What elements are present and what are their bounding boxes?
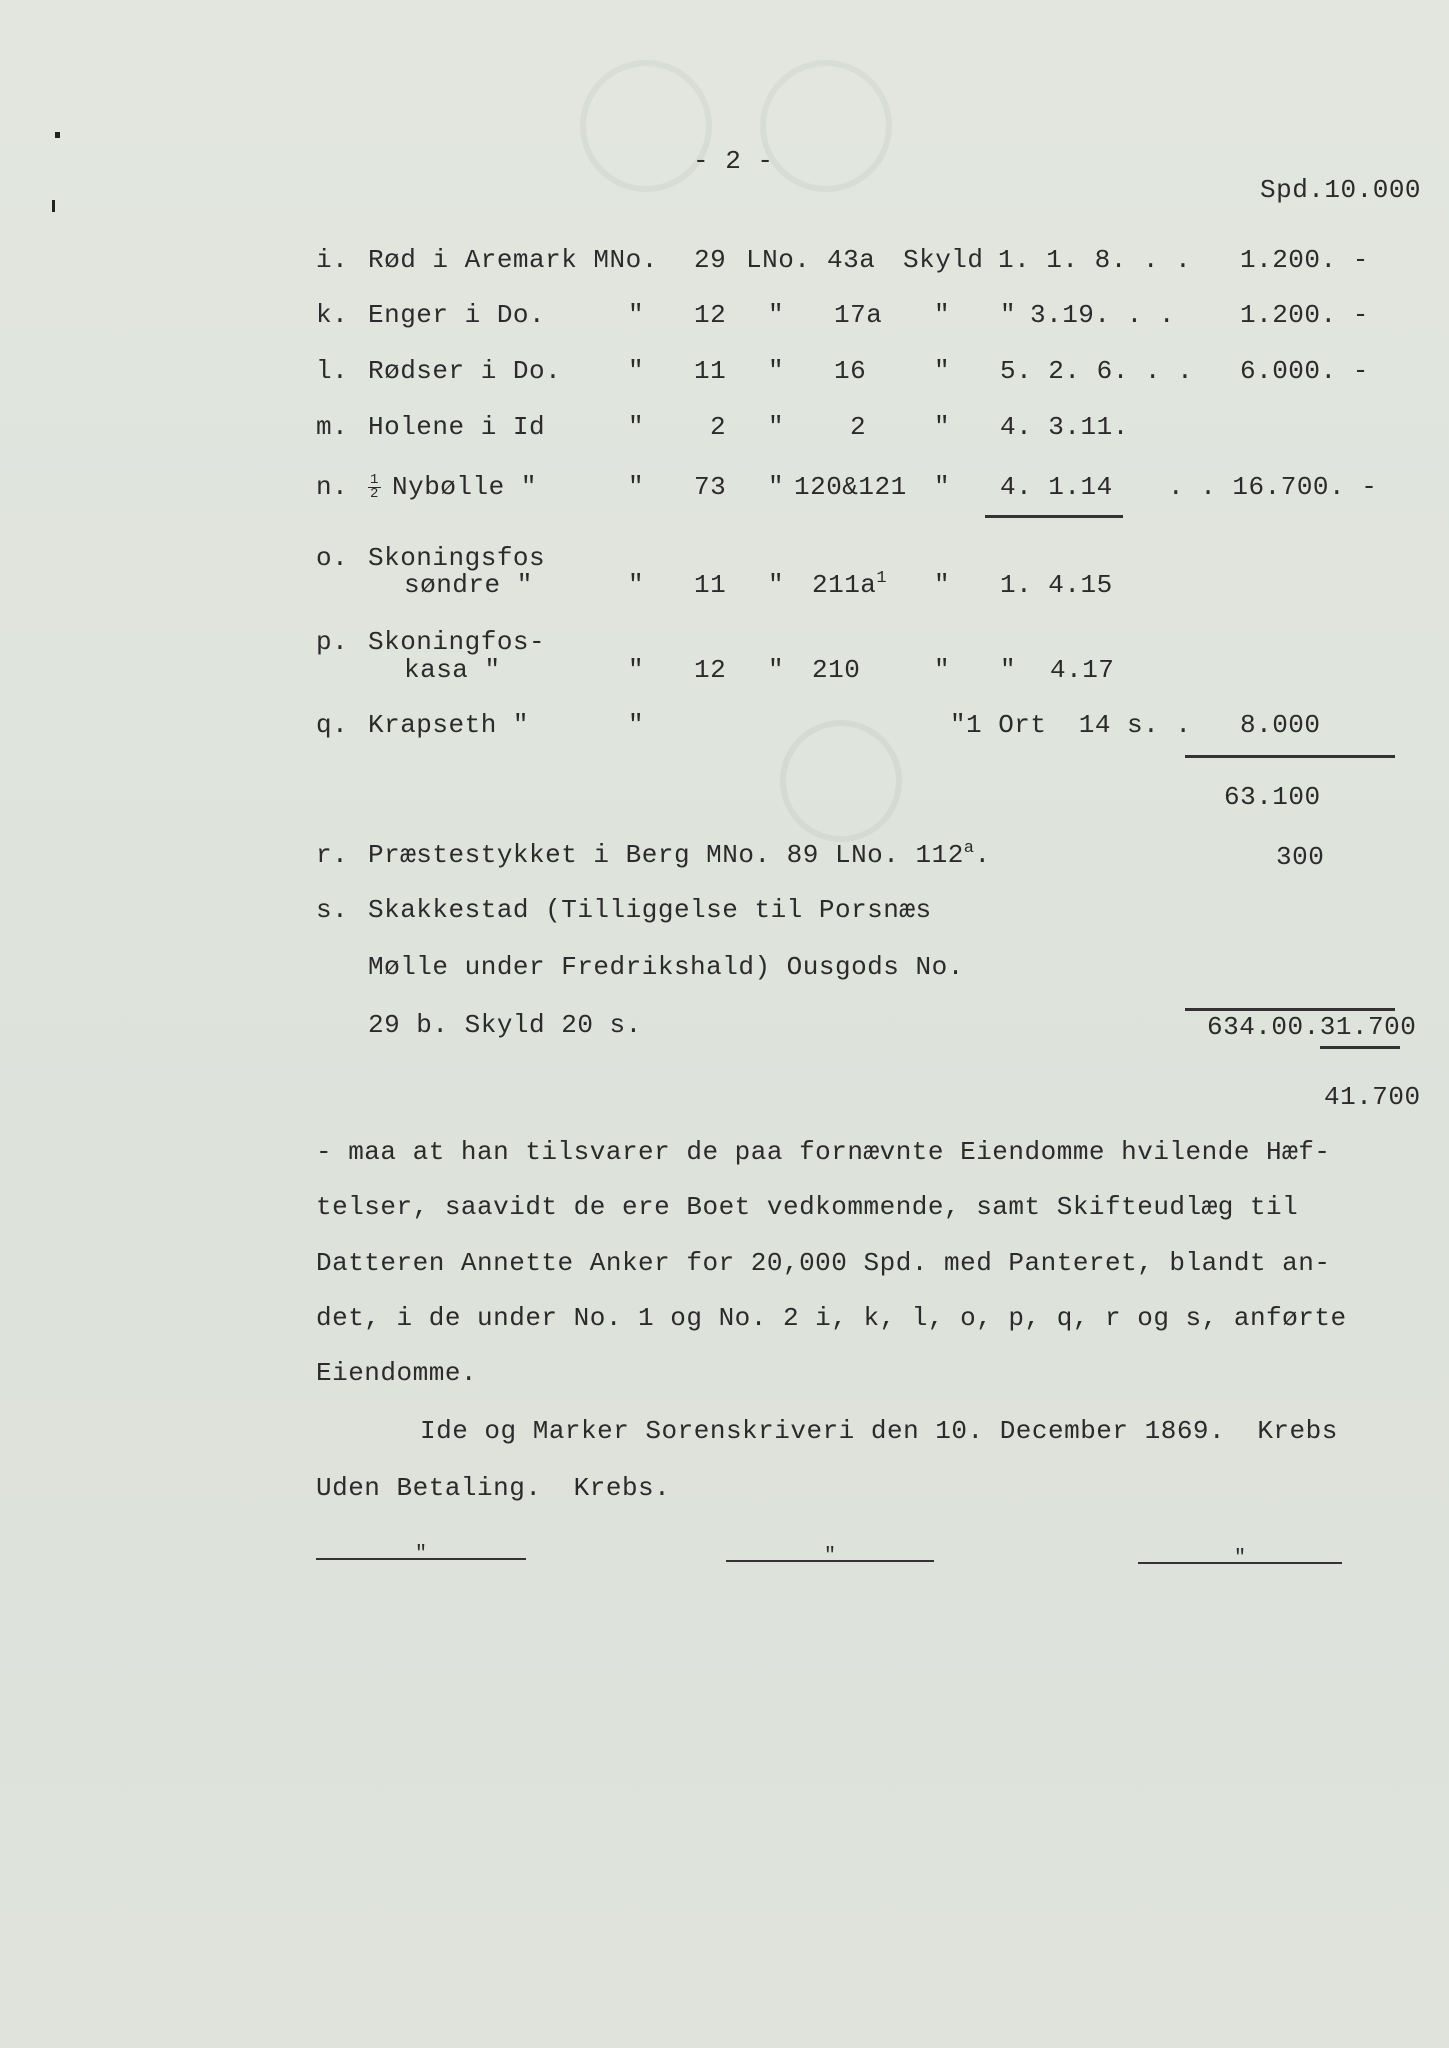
lno-label: LNo. xyxy=(746,245,811,275)
skyld-value: 1. 1. 8. . . xyxy=(998,245,1192,275)
separator-rule: " xyxy=(726,1560,934,1562)
row-label: n. xyxy=(316,472,349,502)
mno: 11 xyxy=(694,570,727,600)
row-label: s. xyxy=(316,895,349,925)
mno: 12 xyxy=(694,655,727,685)
closing-line: Uden Betaling. Krebs. xyxy=(316,1473,671,1503)
amount: 8.000 xyxy=(1240,710,1321,740)
property-name: Enger i Do. xyxy=(368,300,546,330)
row-label: l. xyxy=(316,356,349,386)
ditto-mark: " xyxy=(934,472,951,502)
sum-line xyxy=(1185,1008,1395,1011)
property-name-fraction xyxy=(368,472,381,502)
property-name: Nybølle " xyxy=(392,472,537,502)
watermark-stamp xyxy=(760,60,892,192)
ditto-mark: " xyxy=(934,412,951,442)
property-text: 29 b. Skyld 20 s. xyxy=(368,1010,642,1040)
ditto-mark: " xyxy=(1000,655,1017,685)
mno: 11 xyxy=(694,356,727,386)
body-line: Eiendomme. xyxy=(316,1358,478,1388)
skyld-label: Skyld xyxy=(903,245,984,275)
amount: 300 xyxy=(1276,842,1325,872)
separator-rule: " xyxy=(316,1558,526,1560)
row-label: q. xyxy=(316,710,349,740)
property-name: Krapseth " xyxy=(368,710,530,740)
skyld-value: 1 Ort 14 s. . xyxy=(966,710,1192,740)
row-label: k. xyxy=(316,300,349,330)
property-text: Mølle under Fredrikshald) Ousgods No. xyxy=(368,952,964,982)
underline xyxy=(985,515,1123,518)
ditto-mark: " xyxy=(768,412,785,442)
lno: $211a^1$ xyxy=(812,569,888,600)
mno: 12 xyxy=(694,300,727,330)
total-line: 634.00.31.700 xyxy=(1207,1012,1417,1042)
final-total: 41.700 xyxy=(1324,1082,1421,1112)
page-number: - 2 - xyxy=(693,146,774,176)
ditto-mark: " xyxy=(768,570,785,600)
amount: 6.000. - xyxy=(1240,356,1369,386)
subtotal: 63.100 xyxy=(1224,782,1321,812)
sum-line xyxy=(1320,1046,1400,1049)
lno: 16 xyxy=(834,356,867,386)
amount: . . 16.700. - xyxy=(1168,472,1378,502)
ditto-mark: " xyxy=(950,710,967,740)
ditto-mark: " xyxy=(768,472,785,502)
body-line: - maa at han tilsvarer de paa fornævnte Eiendomme hvilende Hæf- xyxy=(316,1137,1331,1167)
currency-total: Spd.10.000 xyxy=(1260,175,1422,205)
row-label: i. xyxy=(316,245,349,275)
property-name: Skoningfos- xyxy=(368,627,546,657)
separator-rule: " xyxy=(1138,1562,1342,1564)
row-label: r. xyxy=(316,840,349,870)
sum-line xyxy=(1185,755,1395,758)
row-label: o. xyxy=(316,543,349,573)
ditto-mark: " xyxy=(934,300,951,330)
amount: 1.200. - xyxy=(1240,300,1369,330)
skyld-value: 5. 2. 6. . . xyxy=(1000,356,1194,386)
ditto-mark: " xyxy=(628,655,645,685)
ditto-mark: " xyxy=(768,356,785,386)
watermark-stamp xyxy=(780,720,902,842)
lno: 210 xyxy=(812,655,861,685)
body-line: telser, saavidt de ere Boet vedkommende, samt Skifteudlæg til xyxy=(316,1192,1299,1222)
closing-line: Ide og Marker Sorenskriveri den 10. December 1869. Krebs xyxy=(420,1416,1338,1446)
lno: 43a xyxy=(827,245,876,275)
ditto-mark: " xyxy=(1000,300,1017,330)
margin-mark xyxy=(55,132,60,138)
property-name: Holene i Id xyxy=(368,412,546,442)
skyld-value: 4.17 xyxy=(1050,655,1115,685)
property-name: Rødser i Do. xyxy=(368,356,562,386)
mno: 29 xyxy=(694,245,727,275)
ditto-mark: " xyxy=(934,570,951,600)
mno: 73 xyxy=(694,472,727,502)
ditto-mark: " xyxy=(628,472,645,502)
ditto-mark: " xyxy=(934,655,951,685)
margin-mark xyxy=(52,200,55,212)
lno: 120&121 xyxy=(794,472,907,502)
row-label: m. xyxy=(316,412,349,442)
body-line: det, i de under No. 1 og No. 2 i, k, l, o, p, q, r og s, anførte xyxy=(316,1303,1347,1333)
property-text: Skakkestad (Tilliggelse til Porsnæs xyxy=(368,895,932,925)
property-name-cont: søndre " xyxy=(404,570,533,600)
ditto-mark: " xyxy=(628,300,645,330)
row-label: p. xyxy=(316,627,349,657)
ditto-mark: " xyxy=(628,570,645,600)
ditto-mark: " xyxy=(628,412,645,442)
property-name-cont: kasa " xyxy=(404,655,501,685)
ditto-mark: " xyxy=(628,710,645,740)
lno: 2 xyxy=(850,412,867,442)
body-line: Datteren Annette Anker for 20,000 Spd. med Panteret, blandt an- xyxy=(316,1248,1331,1278)
skyld-value: 4. 1.14 xyxy=(1000,472,1113,502)
skyld-value: 4. 3.11. xyxy=(1000,412,1129,442)
ditto-mark: " xyxy=(934,356,951,386)
property-name: Rød i Aremark MNo. xyxy=(368,245,658,275)
property-name: Skoningsfos xyxy=(368,543,546,573)
skyld-value: 1. 4.15 xyxy=(1000,570,1113,600)
skyld-value: 3.19. . . xyxy=(1030,300,1175,330)
ditto-mark: " xyxy=(768,655,785,685)
property-text: Præstestykket i Berg MNo. 89 LNo. 112$^a$. xyxy=(368,839,991,870)
ditto-mark: " xyxy=(768,300,785,330)
half-fraction: $\frac{1}{2}$ xyxy=(370,471,379,502)
lno: 17a xyxy=(834,300,883,330)
mno: 2 xyxy=(710,412,727,442)
amount: 1.200. - xyxy=(1240,245,1369,275)
ditto-mark: " xyxy=(628,356,645,386)
